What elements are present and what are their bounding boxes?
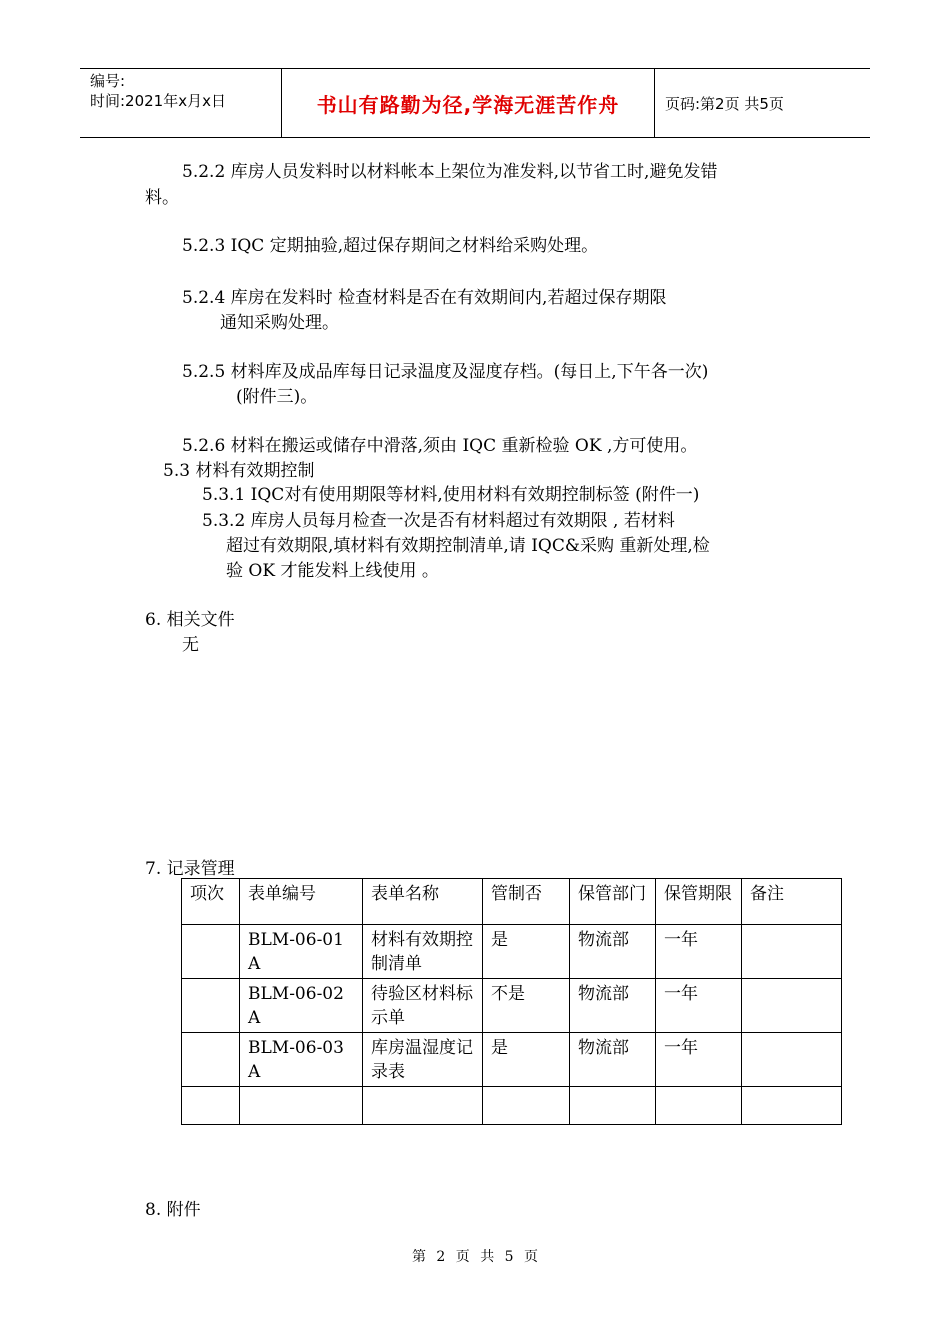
table-header-row — [182, 879, 842, 925]
table-header-cell: 管制否 — [483, 879, 570, 925]
section-8-heading: 8. 附件 — [145, 1200, 201, 1220]
section-6-body: 无 — [182, 635, 199, 655]
table-cell: 库房温湿度记录表 — [363, 1033, 483, 1087]
document-time-label: 时间:2021年x月x日 — [90, 92, 226, 110]
table-row — [182, 1087, 842, 1125]
table-cell — [742, 1033, 842, 1087]
clause-5-3-2-line3: 验 OK 才能发料上线使用 。 — [226, 561, 439, 581]
clause-5-2-3: 5.2.3 IQC 定期抽验,超过保存期间之材料给采购处理。 — [182, 236, 599, 256]
header-meta — [90, 71, 280, 111]
table-cell — [742, 979, 842, 1033]
table-cell: 物流部 — [570, 979, 656, 1033]
clause-5-3-2-line2: 超过有效期限,填材料有效期控制清单,请 IQC&采购 重新处理,检 — [226, 536, 710, 556]
table-cell: BLM-06-01A — [240, 925, 363, 979]
clause-5-2-5-line2: (附件三)。 — [236, 387, 318, 407]
table-cell — [656, 1087, 742, 1125]
clause-5-2-6: 5.2.6 材料在搬运或储存中滑落,须由 IQC 重新检验 OK ,方可使用。 — [182, 436, 698, 456]
page-footer: 第 2 页 共 5 页 — [411, 1249, 539, 1265]
section-6-heading: 6. 相关文件 — [145, 610, 235, 630]
clause-5-2-4-line1: 5.2.4 库房在发料时 检查材料是否在有效期间内,若超过保存期限 — [182, 288, 667, 308]
section-7-heading: 7. 记录管理 — [145, 859, 235, 879]
table-row — [182, 925, 842, 979]
table-header-cell: 备注 — [742, 879, 842, 925]
table-cell: 待验区材料标示单 — [363, 979, 483, 1033]
document-number-label: 编号: — [90, 72, 126, 90]
table-cell — [182, 1087, 240, 1125]
table-cell: BLM-06-03A — [240, 1033, 363, 1087]
table-cell — [483, 1087, 570, 1125]
header-motto: 书山有路勤为径,学海无涯苦作舟 — [316, 92, 620, 117]
table-header-cell: 保管部门 — [570, 879, 656, 925]
clause-5-2-4-line2: 通知采购处理。 — [220, 313, 339, 333]
table-header-cell: 表单编号 — [240, 879, 363, 925]
table-cell — [240, 1087, 363, 1125]
table-cell: 是 — [483, 1033, 570, 1087]
records-table — [181, 878, 842, 1125]
table-cell — [742, 1087, 842, 1125]
table-cell: 一年 — [656, 1033, 742, 1087]
table-header-cell: 保管期限 — [656, 879, 742, 925]
table-cell — [363, 1087, 483, 1125]
table-header-cell: 表单名称 — [363, 879, 483, 925]
clause-5-2-5-line1: 5.2.5 材料库及成品库每日记录温度及湿度存档。(每日上,下午各一次) — [182, 362, 709, 382]
clause-5-2-2-line1: 5.2.2 库房人员发料时以材料帐本上架位为准发料,以节省工时,避免发错 — [182, 162, 718, 182]
table-cell — [182, 979, 240, 1033]
table-cell — [570, 1087, 656, 1125]
header-page-number: 页码:第2页 共5页 — [665, 95, 784, 113]
table-cell: 是 — [483, 925, 570, 979]
table-cell: 物流部 — [570, 925, 656, 979]
table-cell: 一年 — [656, 925, 742, 979]
clause-5-3-1: 5.3.1 IQC对有使用期限等材料,使用材料有效期控制标签 (附件一) — [202, 485, 700, 505]
table-cell: 物流部 — [570, 1033, 656, 1087]
table-cell — [742, 925, 842, 979]
table-cell: 不是 — [483, 979, 570, 1033]
section-5-3-heading: 5.3 材料有效期控制 — [163, 461, 315, 481]
clause-5-3-2-line1: 5.3.2 库房人员每月检查一次是否有材料超过有效期限 , 若材料 — [202, 511, 675, 531]
table-cell — [182, 1033, 240, 1087]
table-row — [182, 1033, 842, 1087]
table-header-cell: 项次 — [182, 879, 240, 925]
table-cell: 材料有效期控制清单 — [363, 925, 483, 979]
table-row — [182, 979, 842, 1033]
table-cell: 一年 — [656, 979, 742, 1033]
table-cell: BLM-06-02A — [240, 979, 363, 1033]
clause-5-2-2-line2: 料。 — [145, 188, 179, 208]
page-header — [80, 68, 870, 138]
header-divider — [654, 69, 655, 137]
table-cell — [182, 925, 240, 979]
